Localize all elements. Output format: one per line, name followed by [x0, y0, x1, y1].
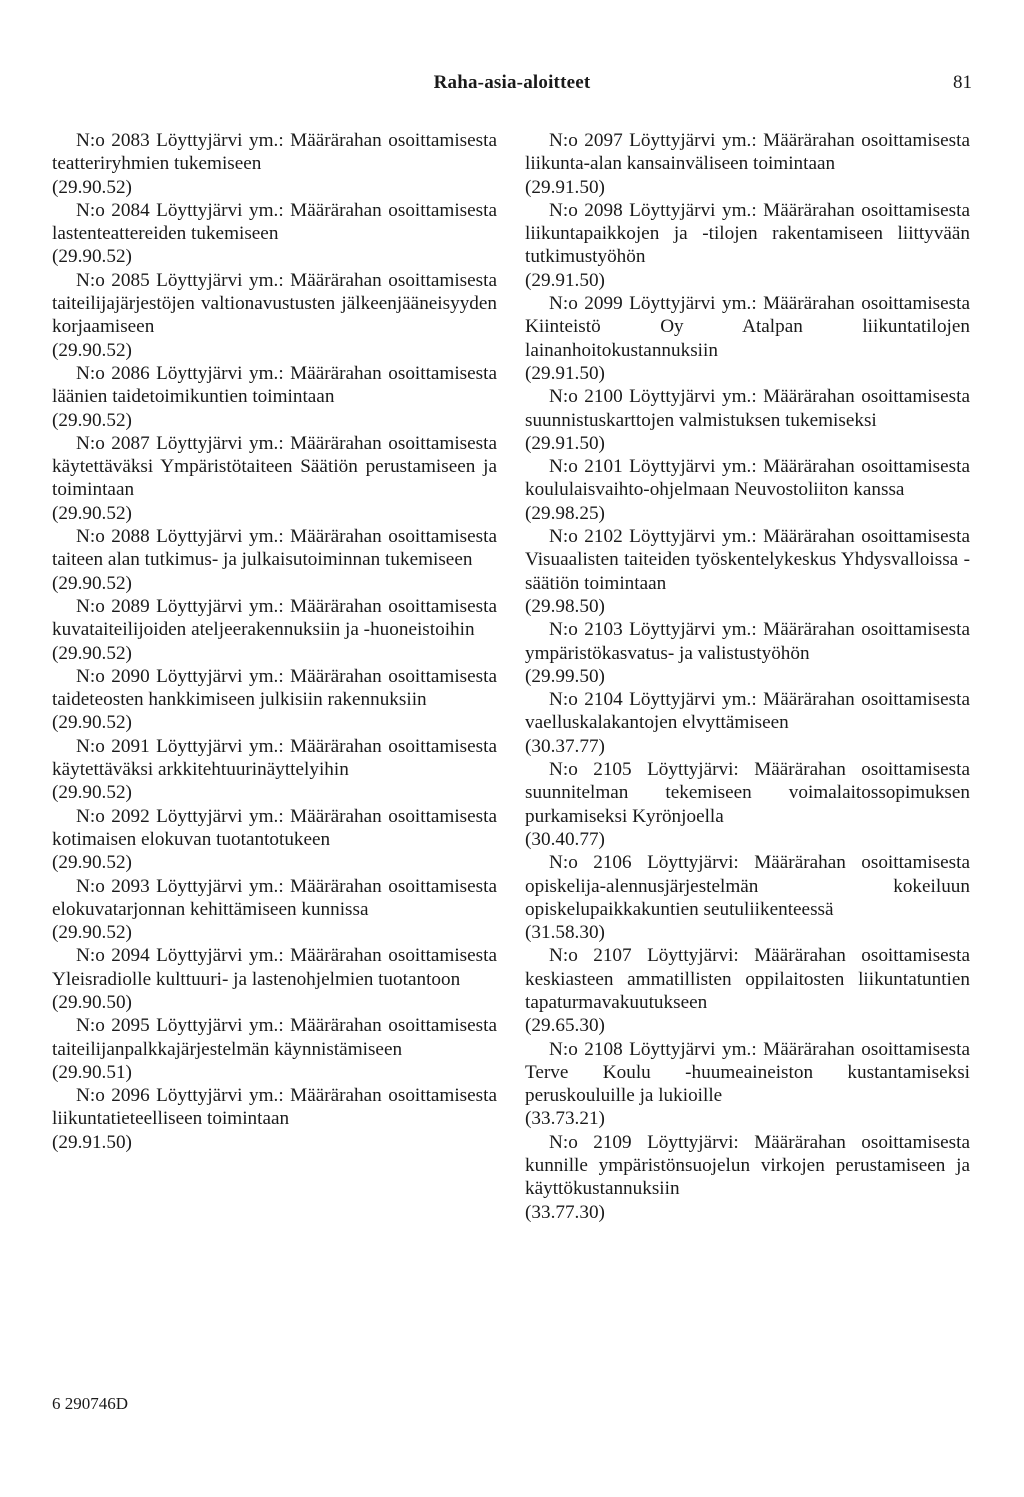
- motion-date: (29.90.52): [52, 176, 132, 198]
- motion-date: (29.90.50): [52, 991, 132, 1013]
- motion-entry: [52, 944, 497, 1014]
- motion-entry: [52, 525, 497, 595]
- motion-entry: [52, 665, 497, 735]
- motion-date: (29.90.52): [52, 409, 132, 431]
- page-header-title: Raha-asia-aloitteet: [433, 72, 591, 93]
- motion-entry: [52, 362, 497, 432]
- motion-entry: [525, 455, 970, 525]
- motion-entry: [52, 1014, 497, 1084]
- motion-text: N:o 2089 Löyttyjärvi ym.: Määrärahan osoittamisesta kuvataiteilijoiden ateljeerakennuksiin ja -huoneistoihin: [52, 595, 497, 641]
- motion-text: N:o 2100 Löyttyjärvi ym.: Määrärahan osoittamisesta suunnistuskarttojen valmistuksen tukemiseksi: [525, 386, 970, 431]
- motion-entry: [52, 875, 497, 945]
- motion-text: N:o 2099 Löyttyjärvi ym.: Määrärahan osoittamisesta Kiinteistö Oy Atalpan liikuntatilojen lainanhoitokustannuksiin: [525, 293, 970, 361]
- motion-text: N:o 2084 Löyttyjärvi ym.: Määrärahan osoittamisesta lastenteattereiden tukemiseen: [52, 199, 497, 245]
- motion-date: (29.90.52): [52, 782, 132, 804]
- motion-entry: [525, 1131, 970, 1224]
- motion-text: N:o 2087 Löyttyjärvi ym.: Määrärahan osoittamisesta käytettäväksi Ympäristötaiteen Säätiön perustamiseen ja toimintaan: [52, 432, 497, 501]
- motion-text: N:o 2093 Löyttyjärvi ym.: Määrärahan osoittamisesta elokuvatarjonnan kehittämiseen kunnissa: [52, 875, 497, 920]
- motion-entry: [525, 944, 970, 1037]
- motion-text: N:o 2085 Löyttyjärvi ym.: Määrärahan osoittamisesta taiteilijajärjestöjen valtionavustusten jälkeenjääneisyyden korjaamiseen: [52, 269, 497, 338]
- motion-entry: [525, 688, 970, 758]
- motion-text: N:o 2104 Löyttyjärvi ym.: Määrärahan osoittamisesta vaelluskalakantojen elvyttämiseen: [525, 689, 970, 734]
- motion-entry: [52, 432, 497, 525]
- motion-date: (29.90.52): [52, 852, 132, 874]
- motion-entry: [525, 129, 970, 199]
- motion-entry: [52, 1084, 497, 1154]
- motion-text: N:o 2091 Löyttyjärvi ym.: Määrärahan osoittamisesta käytettäväksi arkkitehtuurinäyttelyihin: [52, 735, 497, 781]
- left-column: [52, 129, 497, 1154]
- motion-date: (29.91.50): [525, 176, 605, 198]
- motion-text: N:o 2107 Löyttyjärvi: Määrärahan osoittamisesta keskiasteen ammatillisten oppilaitosten liikuntatuntien tapaturmavakuutukseen: [525, 945, 970, 1013]
- motion-text: N:o 2088 Löyttyjärvi ym.: Määrärahan osoittamisesta taiteen alan tutkimus- ja julkaisutoiminnan tukemiseen: [52, 526, 497, 571]
- motion-text: N:o 2103 Löyttyjärvi ym.: Määrärahan osoittamisesta ympäristökasvatus- ja valistustyöhön: [525, 619, 970, 664]
- motion-text: N:o 2098 Löyttyjärvi ym.: Määrärahan osoittamisesta liikuntapaikkojen ja -tilojen rakentamiseen liittyvään tutkimustyöhön: [525, 199, 970, 268]
- motion-entry: [52, 199, 497, 269]
- motion-date: (29.90.52): [52, 712, 132, 734]
- motion-text: N:o 2102 Löyttyjärvi ym.: Määrärahan osoittamisesta Visuaalisten taiteiden työskentelykeskus Yhdysvalloissa -säätiön toimintaan: [525, 526, 970, 594]
- motion-entry: [525, 1038, 970, 1131]
- motion-date: (29.90.52): [52, 502, 132, 524]
- motion-date: (29.90.52): [52, 572, 132, 594]
- motion-entry: [525, 385, 970, 455]
- motion-date: (29.90.52): [52, 922, 132, 944]
- motion-date: (29.91.50): [52, 1131, 132, 1153]
- motion-date: (29.91.50): [525, 269, 605, 291]
- motion-date: (31.58.30): [525, 922, 605, 944]
- motion-entry: [525, 292, 970, 385]
- motion-text: N:o 2090 Löyttyjärvi ym.: Määrärahan osoittamisesta taideteosten hankkimiseen julkisiin rakennuksiin: [52, 665, 497, 711]
- motion-date: (33.73.21): [525, 1108, 605, 1130]
- motion-text: N:o 2101 Löyttyjärvi ym.: Määrärahan osoittamisesta koululaisvaihto-ohjelmaan Neuvostoliiton kanssa: [525, 456, 970, 501]
- motion-date: (29.98.25): [525, 502, 605, 524]
- motion-entry: [525, 525, 970, 618]
- motion-date: (29.90.52): [52, 246, 132, 268]
- motion-date: (29.90.52): [52, 339, 132, 361]
- motion-date: (29.98.50): [525, 595, 605, 617]
- motion-date: (29.91.50): [525, 432, 605, 454]
- motion-entry: [525, 851, 970, 944]
- motion-text: N:o 2109 Löyttyjärvi: Määrärahan osoittamisesta kunnille ympäristönsuojelun virkojen perustamiseen ja käyttökustannuksiin: [525, 1131, 970, 1200]
- page-number: 81: [953, 72, 972, 93]
- motion-text: N:o 2096 Löyttyjärvi ym.: Määrärahan osoittamisesta liikuntatieteelliseen toimintaan: [52, 1085, 497, 1130]
- motion-text: N:o 2105 Löyttyjärvi: Määrärahan osoittamisesta suunnitelman tekemiseen voimalaitossopimuksen purkamiseksi Kyrönjoella: [525, 759, 970, 827]
- motion-entry: [525, 199, 970, 292]
- motion-date: (30.40.77): [525, 828, 605, 850]
- motion-date: (29.91.50): [525, 362, 605, 384]
- motion-date: (29.65.30): [525, 1015, 605, 1037]
- motion-entry: [52, 805, 497, 875]
- printing-code: 6 290746D: [52, 1394, 129, 1413]
- motion-text: N:o 2106 Löyttyjärvi: Määrärahan osoittamisesta opiskelija-alennusjärjestelmän kokeiluun opiskelupaikkakuntien seutuliikenteessä: [525, 852, 970, 920]
- motion-text: N:o 2097 Löyttyjärvi ym.: Määrärahan osoittamisesta liikunta-alan kansainväliseen toimintaan: [525, 130, 970, 175]
- motion-text: N:o 2092 Löyttyjärvi ym.: Määrärahan osoittamisesta kotimaisen elokuvan tuotantotukeen: [52, 805, 497, 850]
- motion-text: N:o 2083 Löyttyjärvi ym.: Määrärahan osoittamisesta teatteriryhmien tukemiseen: [52, 130, 497, 175]
- motion-entry: [52, 735, 497, 805]
- motion-entry: [52, 129, 497, 199]
- motion-date: (29.90.52): [52, 642, 132, 664]
- motion-date: (30.37.77): [525, 735, 605, 757]
- motion-entry: [525, 758, 970, 851]
- motion-text: N:o 2094 Löyttyjärvi ym.: Määrärahan osoittamisesta Yleisradiolle kulttuuri- ja lastenohjelmien tuotantoon: [52, 945, 497, 990]
- motion-entry: [525, 618, 970, 688]
- motion-entry: [52, 595, 497, 665]
- motion-text: N:o 2095 Löyttyjärvi ym.: Määrärahan osoittamisesta taiteilijanpalkkajärjestelmän käynnistämiseen: [52, 1015, 497, 1060]
- right-column: [525, 129, 970, 1224]
- motion-entry: [52, 269, 497, 362]
- motion-date: (29.90.51): [52, 1061, 132, 1083]
- motion-date: (33.77.30): [525, 1201, 605, 1223]
- motion-text: N:o 2108 Löyttyjärvi ym.: Määrärahan osoittamisesta Terve Koulu -huumeaineiston kustantamiseksi peruskouluille ja lukioille: [525, 1038, 970, 1107]
- motion-date: (29.99.50): [525, 665, 605, 687]
- motion-text: N:o 2086 Löyttyjärvi ym.: Määrärahan osoittamisesta läänien taidetoimikuntien toimintaan: [52, 362, 497, 408]
